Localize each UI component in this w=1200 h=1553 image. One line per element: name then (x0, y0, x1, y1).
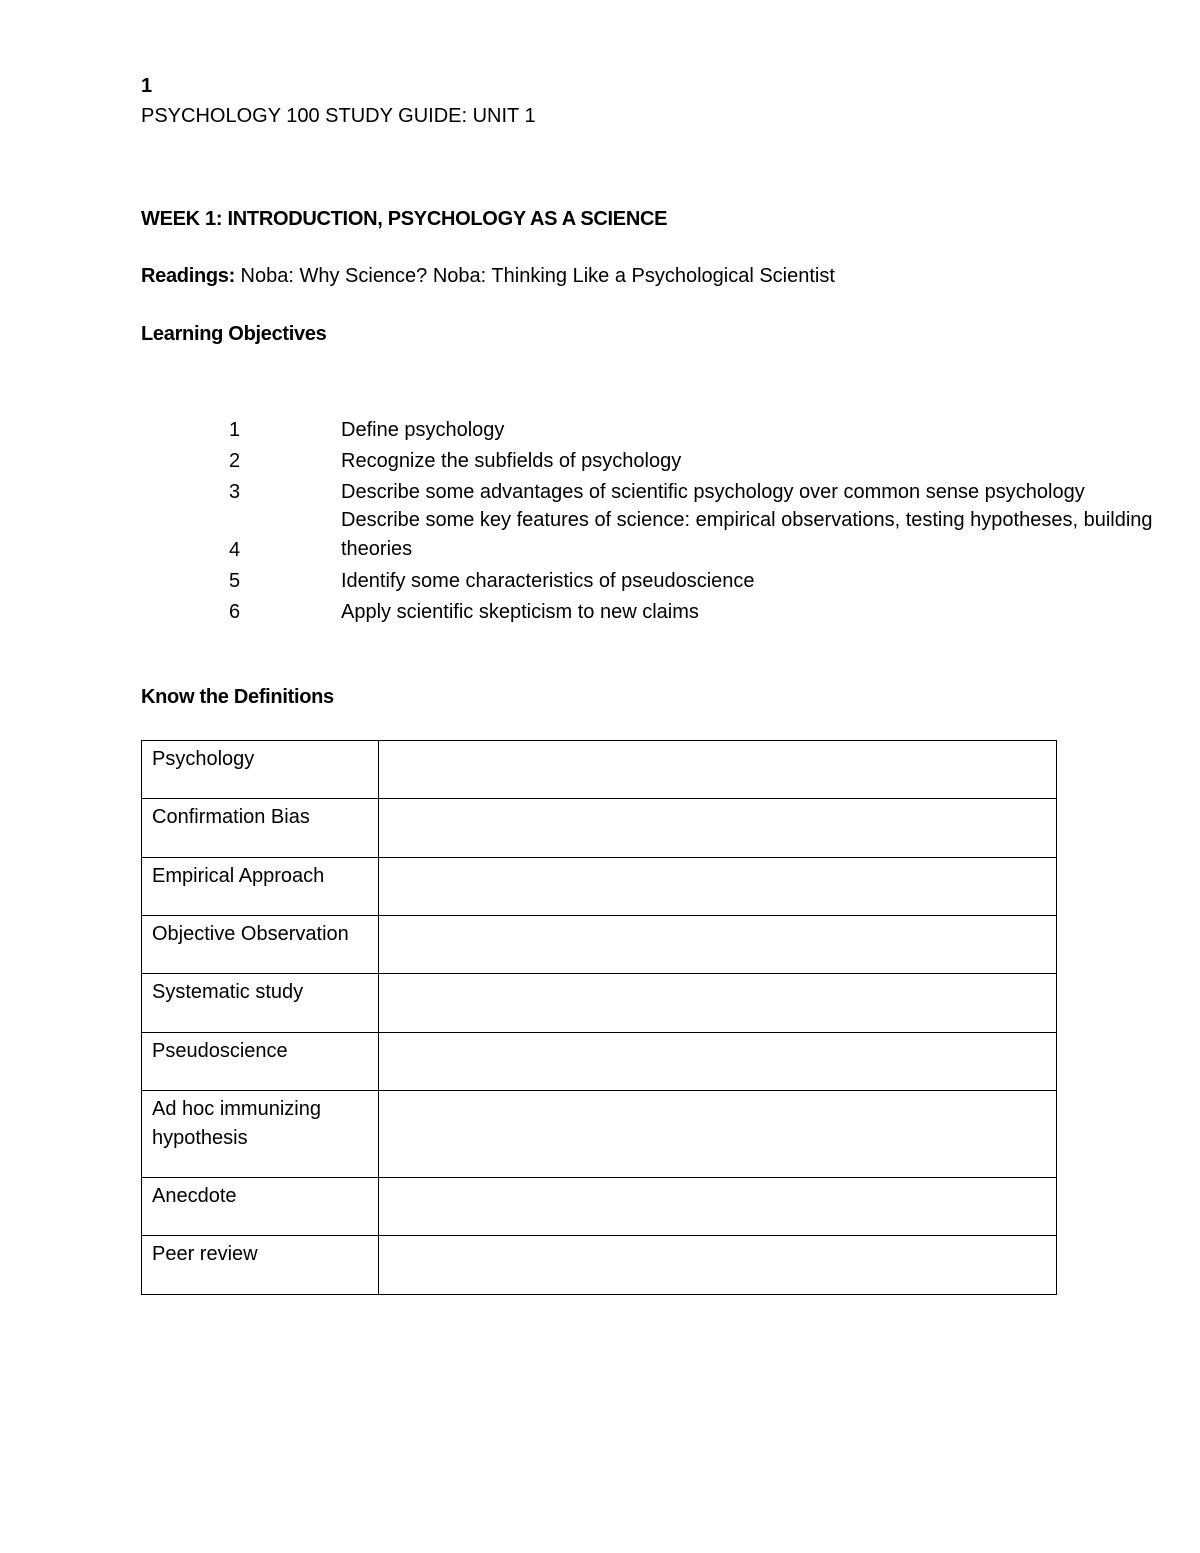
definition-answer-cell[interactable] (379, 799, 1057, 858)
objective-number: 2 (229, 450, 241, 472)
definition-term: Objective Observation (142, 916, 379, 974)
week-heading: WEEK 1: INTRODUCTION, PSYCHOLOGY AS A SCIENCE (141, 208, 668, 230)
definition-answer-cell[interactable] (379, 916, 1057, 974)
definition-answer-cell[interactable] (379, 1236, 1057, 1295)
definition-answer-cell[interactable] (379, 858, 1057, 916)
definition-answer-cell[interactable] (379, 1033, 1057, 1091)
definition-term: Psychology (142, 741, 379, 799)
objective-number: 1 (229, 419, 241, 441)
table-row (142, 1091, 1057, 1178)
readings-text: Noba: Why Science? Noba: Thinking Like a Psychological Scientist (240, 265, 835, 287)
definition-answer-cell[interactable] (379, 741, 1057, 799)
definition-answer-cell[interactable] (379, 974, 1057, 1033)
table-row (142, 1236, 1057, 1295)
table-row (142, 741, 1057, 799)
objective-text: Describe some advantages of scientific psychology over common sense psychology (341, 481, 1085, 503)
definitions-table (141, 740, 1057, 1295)
definition-term: Peer review (142, 1236, 379, 1295)
objective-text: Identify some characteristics of pseudoscience (341, 570, 755, 592)
table-row (142, 1178, 1057, 1236)
objective-number: 4 (229, 539, 241, 561)
readings-line (141, 264, 835, 288)
definition-term: Empirical Approach (142, 858, 379, 916)
readings-label: Readings: (141, 265, 235, 287)
table-row (142, 858, 1057, 916)
table-row (142, 974, 1057, 1033)
definition-term: Anecdote (142, 1178, 379, 1236)
page-number: 1 (141, 75, 153, 97)
table-row (142, 1033, 1057, 1091)
objective-number: 5 (229, 570, 241, 592)
objective-number: 3 (229, 481, 241, 503)
definition-term: Confirmation Bias (142, 799, 379, 858)
definitions-heading: Know the Definitions (141, 686, 334, 708)
definition-term: Ad hoc immunizing hypothesis (142, 1091, 379, 1178)
definition-answer-cell[interactable] (379, 1091, 1057, 1178)
objective-text: Define psychology (341, 419, 505, 441)
table-row (142, 799, 1057, 858)
course-title: PSYCHOLOGY 100 STUDY GUIDE: UNIT 1 (141, 105, 536, 127)
definition-answer-cell[interactable] (379, 1178, 1057, 1236)
objective-text: Recognize the subfields of psychology (341, 450, 682, 472)
objective-text: Describe some key features of science: empirical observations, testing hypotheses, building theories (341, 509, 1153, 560)
definition-term: Systematic study (142, 974, 379, 1033)
table-row (142, 916, 1057, 974)
definition-term: Pseudoscience (142, 1033, 379, 1091)
objective-text: Apply scientific skepticism to new claims (341, 601, 699, 623)
objectives-heading: Learning Objectives (141, 323, 327, 345)
objective-number: 6 (229, 601, 241, 623)
